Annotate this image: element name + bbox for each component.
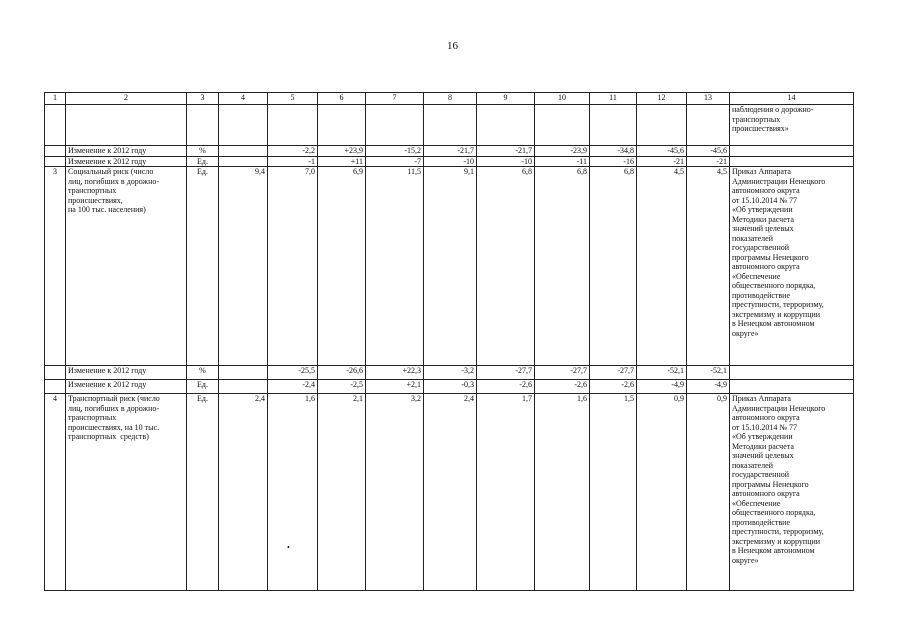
value-cell: 0,9 — [637, 394, 687, 591]
value-cell — [219, 146, 268, 157]
col-header: 2 — [66, 93, 187, 105]
value-cell: -7 — [366, 156, 424, 167]
value-cell — [366, 105, 424, 146]
row-number — [45, 366, 66, 380]
value-cell: -16 — [590, 156, 637, 167]
value-cell: -21 — [687, 156, 730, 167]
value-cell — [219, 156, 268, 167]
value-cell: -26,6 — [318, 366, 366, 380]
indicator-name: Изменение к 2012 году — [66, 146, 187, 157]
value-cell — [535, 105, 590, 146]
col-header: 6 — [318, 93, 366, 105]
value-cell: -34,8 — [590, 146, 637, 157]
indicator-name: Социальный риск (число лиц, погибших в дорожно- транспортных происшествиях, на 100 тыс. населения) — [66, 167, 187, 366]
value-cell: -4,9 — [637, 380, 687, 394]
indicator-name: Изменение к 2012 году — [66, 156, 187, 167]
value-cell: -45,6 — [637, 146, 687, 157]
row-number — [45, 380, 66, 394]
value-cell: 11,5 — [366, 167, 424, 366]
indicators-table — [44, 92, 854, 591]
value-cell: 1,6 — [268, 394, 318, 591]
value-cell: -21,7 — [424, 146, 477, 157]
table-row — [45, 366, 854, 380]
value-cell: 2,1 — [318, 394, 366, 591]
col-header: 5 — [268, 93, 318, 105]
row-number: 4 — [45, 394, 66, 591]
page-number: 16 — [447, 40, 458, 52]
value-cell: -27,7 — [590, 366, 637, 380]
value-cell: -4,9 — [687, 380, 730, 394]
col-header: 8 — [424, 93, 477, 105]
value-cell: +2,1 — [366, 380, 424, 394]
value-cell: -25,5 — [268, 366, 318, 380]
unit-cell: % — [187, 146, 219, 157]
col-header: 9 — [477, 93, 535, 105]
value-cell — [590, 105, 637, 146]
value-cell: -52,1 — [687, 366, 730, 380]
value-cell: 6,9 — [318, 167, 366, 366]
value-cell: -10 — [424, 156, 477, 167]
value-cell: 4,5 — [687, 167, 730, 366]
value-cell: 1,6 — [535, 394, 590, 591]
value-cell: -2,4 — [268, 380, 318, 394]
unit-cell: Ед. — [187, 156, 219, 167]
value-cell: 0,9 — [687, 394, 730, 591]
value-cell: -2,6 — [535, 380, 590, 394]
value-cell — [219, 380, 268, 394]
value-cell: +23,9 — [318, 146, 366, 157]
value-cell: 6,8 — [535, 167, 590, 366]
source-document — [730, 146, 854, 157]
value-cell: -1 — [268, 156, 318, 167]
col-header: 12 — [637, 93, 687, 105]
value-cell: -21,7 — [477, 146, 535, 157]
col-header: 13 — [687, 93, 730, 105]
unit-cell: % — [187, 366, 219, 380]
indicator-name: Изменение к 2012 году — [66, 366, 187, 380]
row-number: 3 — [45, 167, 66, 366]
value-cell: 1,7 — [477, 394, 535, 591]
row-number — [45, 105, 66, 146]
value-cell: 4,5 — [637, 167, 687, 366]
source-document — [730, 380, 854, 394]
value-cell: +11 — [318, 156, 366, 167]
value-cell — [219, 366, 268, 380]
value-cell: -27,7 — [535, 366, 590, 380]
value-cell: -45,6 — [687, 146, 730, 157]
unit-cell: Ед. — [187, 167, 219, 366]
col-header: 4 — [219, 93, 268, 105]
source-document — [730, 366, 854, 380]
value-cell: -3,2 — [424, 366, 477, 380]
unit-cell: Ед. — [187, 394, 219, 591]
row-number — [45, 156, 66, 167]
col-header: 3 — [187, 93, 219, 105]
value-cell: -15,2 — [366, 146, 424, 157]
table-row — [45, 156, 854, 167]
value-cell: -21 — [637, 156, 687, 167]
value-cell: 1,5 — [590, 394, 637, 591]
col-header: 14 — [730, 93, 854, 105]
value-cell — [687, 105, 730, 146]
unit-cell — [187, 105, 219, 146]
unit-cell: Ед. — [187, 380, 219, 394]
source-document: Приказ Аппарата Администрации Ненецкого автономного округа от 15.10.2014 № 77 «Об утверждении Методики расчета значений целевых показателей государственной программы Ненецкого автономного округа «Обеспечение общественного порядка, противодействие преступности, терроризму, экстремизму и коррупции в Ненецком автономном округе» — [730, 394, 854, 591]
value-cell: 3,2 — [366, 394, 424, 591]
value-cell: -2,5 — [318, 380, 366, 394]
value-cell: -52,1 — [637, 366, 687, 380]
value-cell: 7,0 — [268, 167, 318, 366]
value-cell: -11 — [535, 156, 590, 167]
value-cell — [318, 105, 366, 146]
indicator-name — [66, 105, 187, 146]
value-cell: -10 — [477, 156, 535, 167]
table-row — [45, 105, 854, 146]
col-header: 1 — [45, 93, 66, 105]
value-cell: 2,4 — [219, 394, 268, 591]
value-cell — [424, 105, 477, 146]
value-cell: 6,8 — [590, 167, 637, 366]
value-cell: -0,3 — [424, 380, 477, 394]
table-row — [45, 167, 854, 366]
source-document — [730, 156, 854, 167]
value-cell: -2,2 — [268, 146, 318, 157]
indicator-name: Транспортный риск (число лиц, погибших в дорожно- транспортных происшествиях, на 10 тыс. транспортных средств) — [66, 394, 187, 591]
col-header: 10 — [535, 93, 590, 105]
value-cell: +22,3 — [366, 366, 424, 380]
indicator-name: Изменение к 2012 году — [66, 380, 187, 394]
value-cell: 6,8 — [477, 167, 535, 366]
value-cell: -2,6 — [477, 380, 535, 394]
value-cell — [268, 105, 318, 146]
col-header: 7 — [366, 93, 424, 105]
scan-speck: • — [287, 543, 290, 552]
value-cell: -2,6 — [590, 380, 637, 394]
value-cell: 9,4 — [219, 167, 268, 366]
table-row — [45, 146, 854, 157]
col-header: 11 — [590, 93, 637, 105]
table-row — [45, 394, 854, 591]
source-document: Приказ Аппарата Администрации Ненецкого автономного округа от 15.10.2014 № 77 «Об утверждении Методики расчета значений целевых показателей государственной программы Ненецкого автономного округа «Обеспечение общественного порядка, противодействие преступности, терроризму, экстремизму и коррупции в Ненецком автономном округе» — [730, 167, 854, 366]
value-cell: 9,1 — [424, 167, 477, 366]
table-row — [45, 380, 854, 394]
value-cell — [219, 105, 268, 146]
header-row — [45, 93, 854, 105]
value-cell — [477, 105, 535, 146]
value-cell — [637, 105, 687, 146]
value-cell: -23,9 — [535, 146, 590, 157]
value-cell: -27,7 — [477, 366, 535, 380]
value-cell: 2,4 — [424, 394, 477, 591]
source-document: наблюдения о дорожно- транспортных происшествиях» — [730, 105, 854, 146]
row-number — [45, 146, 66, 157]
